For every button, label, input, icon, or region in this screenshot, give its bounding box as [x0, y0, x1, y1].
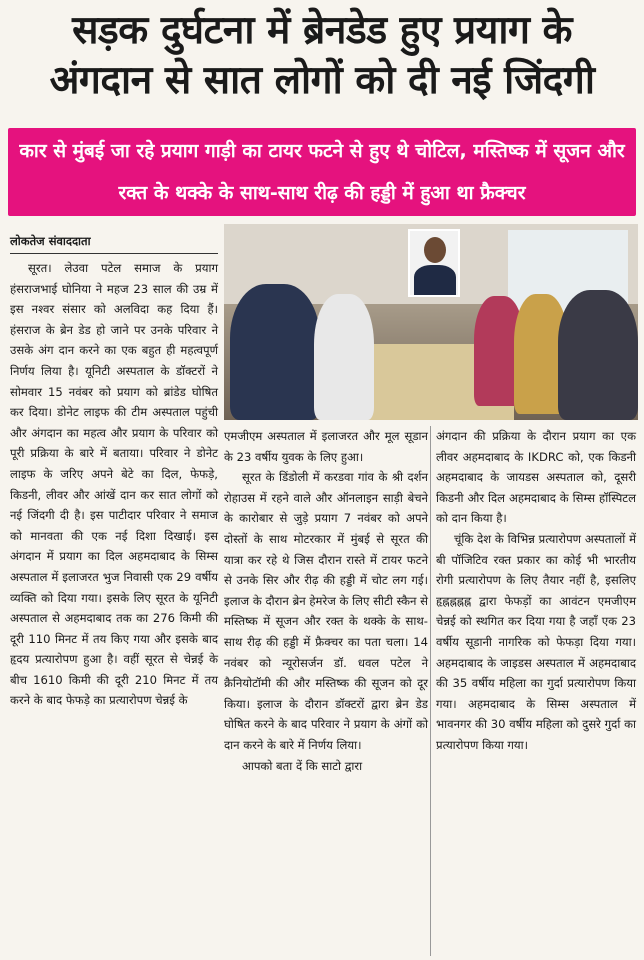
column-2-paragraph-1: एमजीएम अस्पताल में इलाजरत और मूल सूडान के 23 वर्षीय युवक के लिए हुआ।: [224, 429, 428, 464]
article-column-3: [436, 426, 636, 756]
headline-line-1: सड़क दुर्घटना में ब्रेनडेड हुए प्रयाग के: [72, 8, 572, 53]
byline-rule: [10, 253, 218, 254]
portrait-shirt: [414, 265, 456, 295]
column-divider: [430, 426, 431, 956]
photo-person: [558, 290, 638, 420]
headline-line-2: अंगदान से सात लोगों को दी नई जिंदगी: [49, 58, 595, 103]
subheadline-text: कार से मुंबई जा रहे प्रयाग गाड़ी का टायर फटने से हुए थे चोटिल, मस्तिष्क में सूजन और रक्त के थक्के के साथ-साथ रीढ़ की हड्डी में हुआ था फ्रैक्चर: [19, 140, 625, 204]
column-3-paragraph-2: चूंकि देश के विभिन्न प्रत्यारोपण अस्पतालों में बी पॉजिटिव रक्त प्रकार का कोई भी भारतीय रोगी प्रत्यारोपण के लिए तैयार नहीं है, इसलिए हृह्नह्नह्नह्न द्वारा फेफड़ों का आवंटन एमजीएम चेन्नई को स्थगित कर दिया गया है जहाँ एक 23 वर्षीय सूडानी नागरिक को फेफड़ा दिया गया। अहमदाबाद के जाइडस अस्पताल में अहमदाबाद की 35 वर्षीय महिला का गुर्दा प्रत्यारोपण किया गया। अहमदाबाद के सिम्स अस्पताल में भावनगर की 30 वर्षीय महिला को दुसरे गुर्दा का प्रत्यारोपण किया गया।: [436, 531, 636, 752]
portrait-head: [424, 237, 446, 263]
column-2-paragraph-2: सूरत के डिंडोली में करडवा गांव के श्री दर्शन रोहाउस में रहने वाले और ऑनलाइन साड़ी बेचने के कारोबार से जुड़े प्रयाग 7 नवंबर को अपने दोस्तों के साथ मोटरकार में मुंबई से सूरत की यात्रा कर रहे थे जिस दौरान रास्ते में टायर फटने से उनके सिर और रीढ़ की हड्डी में चोट लग गई। इलाज के दौरान ब्रेन हेमरेज के लिए सीटी स्कैन से मस्तिष्क में सूजन और रक्त के थक्के के साथ-साथ रीढ़ की हड्डी में फ्रैक्चर का पता चला। 14 नवंबर को न्यूरोसर्जन डॉ. धवल पटेल ने क्रैनियोटॉमी की और मस्तिष्क की सूजन को दूर किया। इलाज के दौरान डॉक्टरों द्वारा ब्रेन डेड घोषित करने के बाद परिवार ने प्रयाग के अंगों को दान करने के बारे में निर्णय लिया।: [224, 470, 428, 752]
article-column-1: सूरत। लेउवा पटेल समाज के प्रयाग हंसराजभाई घोनिया ने महज 23 साल की उम्र में इस नश्वर संसार को अलविदा कह दिया हैं। हंसराज के ब्रेन डेड हो जाने पर उनके परिवार ने उसके अंग दान करने का एक बहुत ही महत्वपूर्ण निर्णय लिया है। यूनिटी अस्पताल के डॉक्टरों ने सोमवार 15 नवंबर को प्रयाग को ब्रांडेड घोषित कर दिया। डोनेट लाइफ की टीम अस्पताल पहुंची और अंगदान का महत्व और प्रयाग के परिवार को पूरी प्रक्रिया के बारे में बताया। परिवार ने डोनेट लाइफ के जरिए अपने बेटे का दिल, फेफड़े, किडनी, लीवर और आंखें दान कर सात लोगों को नई जिंदगी दी है। इस पाटीदार परिवार ने समाज को मानवता की एक नई दिशा दिखाई। इस अंगदान में प्रयाग का दिल अहमदाबाद के सिम्स अस्पताल में इलाजरत भुज निवासी एक 29 वर्षीय व्यक्ति को दिया गया। इसके लिए सूरत के यूनिटी अस्पताल से अहमदाबाद तक का 276 किमी की दूरी 110 मिनट में तय किए गया और इसके बाद हृदय प्रत्यारोपण हुआ है। वहीं सूरत से चेन्नई के बीच 1610 किमी की दूरी 210 मिनट में तय करने के बाद फेफड़े का प्रत्यारोपण चेन्नई के: [10, 261, 218, 708]
byline: लोकतेज संवाददाता: [10, 234, 91, 248]
subheadline-banner: [8, 128, 636, 216]
headline: [0, 6, 644, 106]
photo-person: [230, 284, 320, 420]
column-3-paragraph-1: अंगदान की प्रक्रिया के दौरान प्रयाग का एक लीवर अहमदाबाद के IKDRC को, एक किडनी अहमदाबाद के जायडस अस्पताल को, दूसरी किडनी और दिल अहमदाबाद के सिम्स हॉस्पिटल को दान किया है।: [436, 429, 636, 526]
article-column-2: [224, 426, 428, 776]
portrait-photo: [408, 229, 460, 297]
column-2-paragraph-3: आपको बता दें कि साटो द्वारा: [242, 758, 363, 773]
photo-person: [314, 294, 374, 420]
